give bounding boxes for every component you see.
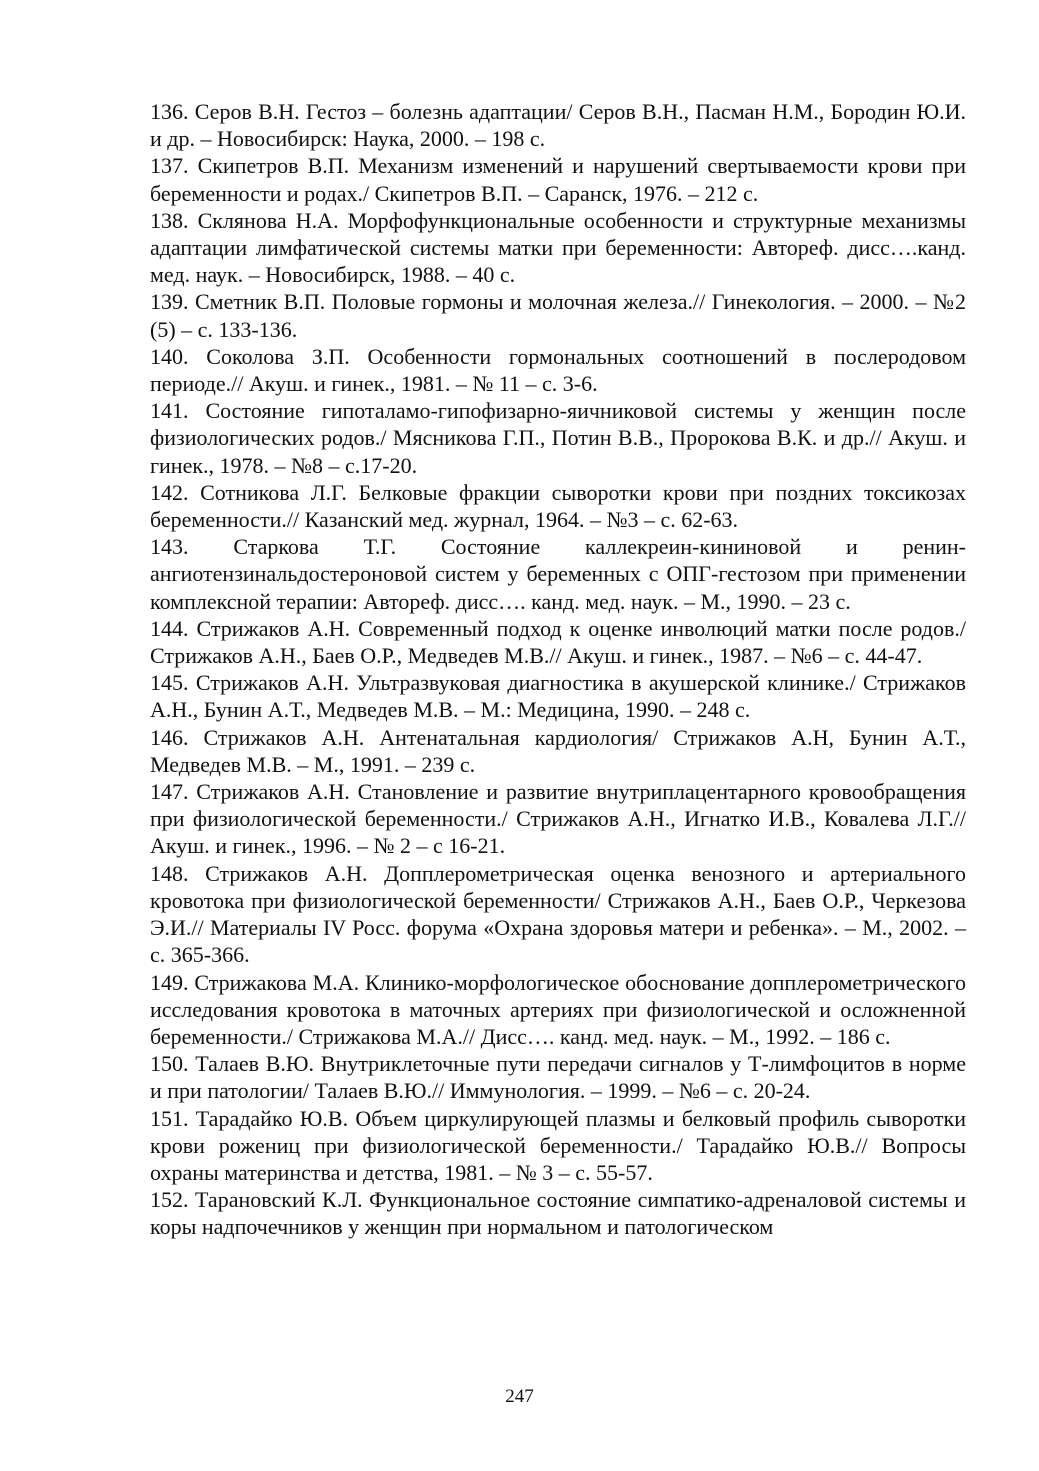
- page-number: 247: [505, 1386, 534, 1407]
- reference-139: 139. Сметник В.П. Половые гормоны и молочная железа.// Гинекология. – 2000. – №2 (5) – с. 133-136.: [150, 289, 966, 342]
- reference-136: 136. Серов В.Н. Гестоз – болезнь адаптации/ Серов В.Н., Пасман Н.М., Бородин Ю.И. и др. – Новосибирск: Наука, 2000. – 198 с.: [150, 99, 966, 152]
- reference-list: [150, 98, 966, 1241]
- reference-148: 148. Стрижаков А.Н. Допплерометрическая оценка венозного и артериального кровотока при физиологической беременности/ Стрижаков А.Н., Баев О.Р., Черкезова Э.И.// Материалы IV Росс. форума «Охрана здоровья матери и ребенка». – М., 2002. – с. 365-366.: [150, 860, 966, 968]
- reference-144: 144. Стрижаков А.Н. Современный подход к оценке инволюций матки после родов./ Стрижаков А.Н., Баев О.Р., Медведев М.В.// Акуш. и гинек., 1987. – №6 – с. 44-47.: [150, 615, 966, 669]
- reference-137: 137. Скипетров В.П. Механизм изменений и нарушений свертываемости крови при беременности и родах./ Скипетров В.П. – Саранск, 1976. – 212 с.: [150, 153, 966, 206]
- reference-152: 152. Тарановский К.Л. Функциональное состояние симпатико-адреналовой системы и коры надпочечников у женщин при нормальном и патологическом: [150, 1187, 966, 1240]
- reference-143: 143. Старкова Т.Г. Состояние каллекреин-кининовой и ренин-ангиотензинальдостероновой систем у беременных с ОПГ-гестозом при применении комплексной терапии: Автореф. дисс…. канд. мед. наук. – М., 1990. – 23 с.: [150, 534, 966, 614]
- reference-140: 140. Соколова З.П. Особенности гормональных соотношений в послеродовом периоде.// Акуш. и гинек., 1981. – № 11 – с. 3-6.: [150, 343, 966, 397]
- reference-138: 138. Склянова Н.А. Морфофункциональные особенности и структурные механизмы адаптации лимфатической системы матки при беременности: Автореф. дисс….канд. мед. наук. – Новосибирск, 1988. – 40 с.: [150, 207, 966, 288]
- reference-147: 147. Стрижаков А.Н. Становление и развитие внутриплацентарного кровообращения при физиологической беременности./ Стрижаков А.Н., Игнатко И.В., Ковалева Л.Г.// Акуш. и гинек., 1996. – № 2 – с 16-21.: [150, 779, 966, 859]
- reference-146: 146. Стрижаков А.Н. Антенатальная кардиология/ Стрижаков А.Н, Бунин А.Т., Медведев М.В. – М., 1991. – 239 с.: [150, 724, 966, 777]
- reference-141: 141. Состояние гипоталамо-гипофизарно-яичниковой системы у женщин после физиологических родов./ Мясникова Г.П., Потин В.В., Пророкова В.К. и др.// Акуш. и гинек., 1978. – №8 – с.17-20.: [150, 398, 966, 478]
- reference-149: 149. Стрижакова М.А. Клинико-морфологическое обоснование допплерометрического исследования кровотока в маточных артериях при физиологической и осложненной беременности./ Стрижакова М.А.// Дисс…. канд. мед. наук. – М., 1992. – 186 с.: [150, 969, 966, 1049]
- reference-145: 145. Стрижаков А.Н. Ультразвуковая диагностика в акушерской клинике./ Стрижаков А.Н., Бунин А.Т., Медведев М.В. – М.: Медицина, 1990. – 248 с.: [150, 670, 966, 723]
- reference-150: 150. Талаев В.Ю. Внутриклеточные пути передачи сигналов у Т-лимфоцитов в норме и при патологии/ Талаев В.Ю.// Иммунология. – 1999. – №6 – с. 20-24.: [150, 1051, 966, 1104]
- reference-142: 142. Сотникова Л.Г. Белковые фракции сыворотки крови при поздних токсикозах беременности.// Казанский мед. журнал, 1964. – №3 – с. 62-63.: [150, 479, 966, 533]
- reference-151: 151. Тарадайко Ю.В. Объем циркулирующей плазмы и белковый профиль сыворотки крови рожениц при физиологической беременности./ Тарадайко Ю.В.// Вопросы охраны материнства и детства, 1981. – № 3 – с. 55-57.: [150, 1105, 966, 1185]
